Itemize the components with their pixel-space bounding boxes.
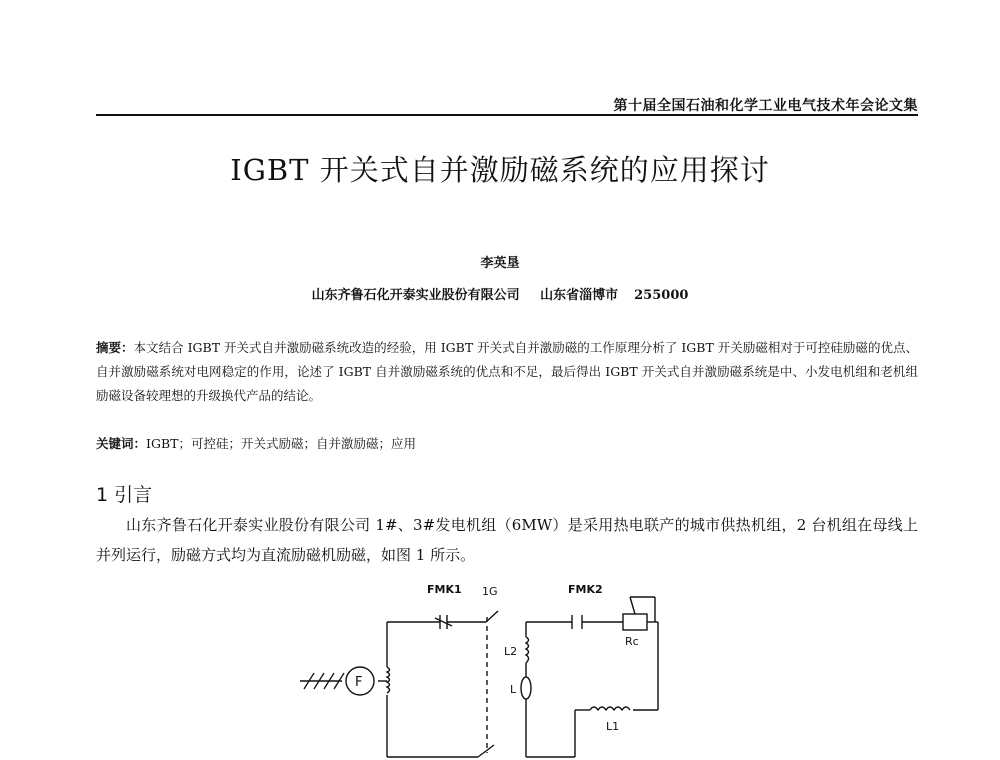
label-l: L [510,683,517,696]
label-fmk2: FMK2 [568,583,603,596]
affiliation-line [0,284,1000,303]
abstract [96,336,918,408]
header-rule [96,114,918,116]
intro-paragraph: 山东齐鲁石化开泰实业股份有限公司 1#、3#发电机组（6MW）是采用热电联产的城市供热机组，2 台机组在母线上并列运行，励磁方式均为直流励磁机励磁，如图 1 所示。 [96,516,918,564]
affiliation-location: 山东省淄博市 [540,288,619,303]
label-l1: L1 [606,720,620,733]
label-fmk1: FMK1 [427,583,462,596]
coil-l2 [526,637,529,663]
affiliation-postcode: 255000 [634,288,689,303]
label-1g: 1G [482,585,498,598]
paper-title: IGBT 开关式自并激励磁系统的应用探讨 [230,153,770,187]
label-f: F [355,675,363,690]
keywords-label: 关键词： [96,436,147,451]
affiliation-org: 山东齐鲁石化开泰实业股份有限公司 [311,288,520,303]
label-rc: Rc [625,635,639,648]
coil-l1 [590,707,630,710]
rheostat-rc [623,614,647,630]
keywords-text: IGBT；可控硅；开关式励磁；自并激励磁；应用 [146,436,416,451]
abstract-label: 摘要： [96,340,134,355]
section-heading: 1 引言 [96,484,153,506]
label-l2: L2 [504,645,518,658]
coil-f-winding [387,667,390,693]
inductor-l [521,677,531,699]
running-header: 第十届全国石油和化学工业电气技术年会论文集 [613,98,918,114]
author-name: 李英垦 [480,256,520,271]
circuit-diagram [290,575,690,760]
keywords [96,432,918,456]
abstract-text: 本文结合 IGBT 开关式自并激励磁系统改造的经验，用 IGBT 开关式自并激励磁的工作原理分析了 IGBT 开关励磁相对于可控硅励磁的优点、自并激励磁系统对电网稳定的作用，论述了 IGBT 自并激励磁系统的优点和不足，最后得出 IGBT 开关式自并激励磁系统是中、小发电机组和老机组励磁设备较理想的升级换代产品的结论。 [96,340,918,403]
